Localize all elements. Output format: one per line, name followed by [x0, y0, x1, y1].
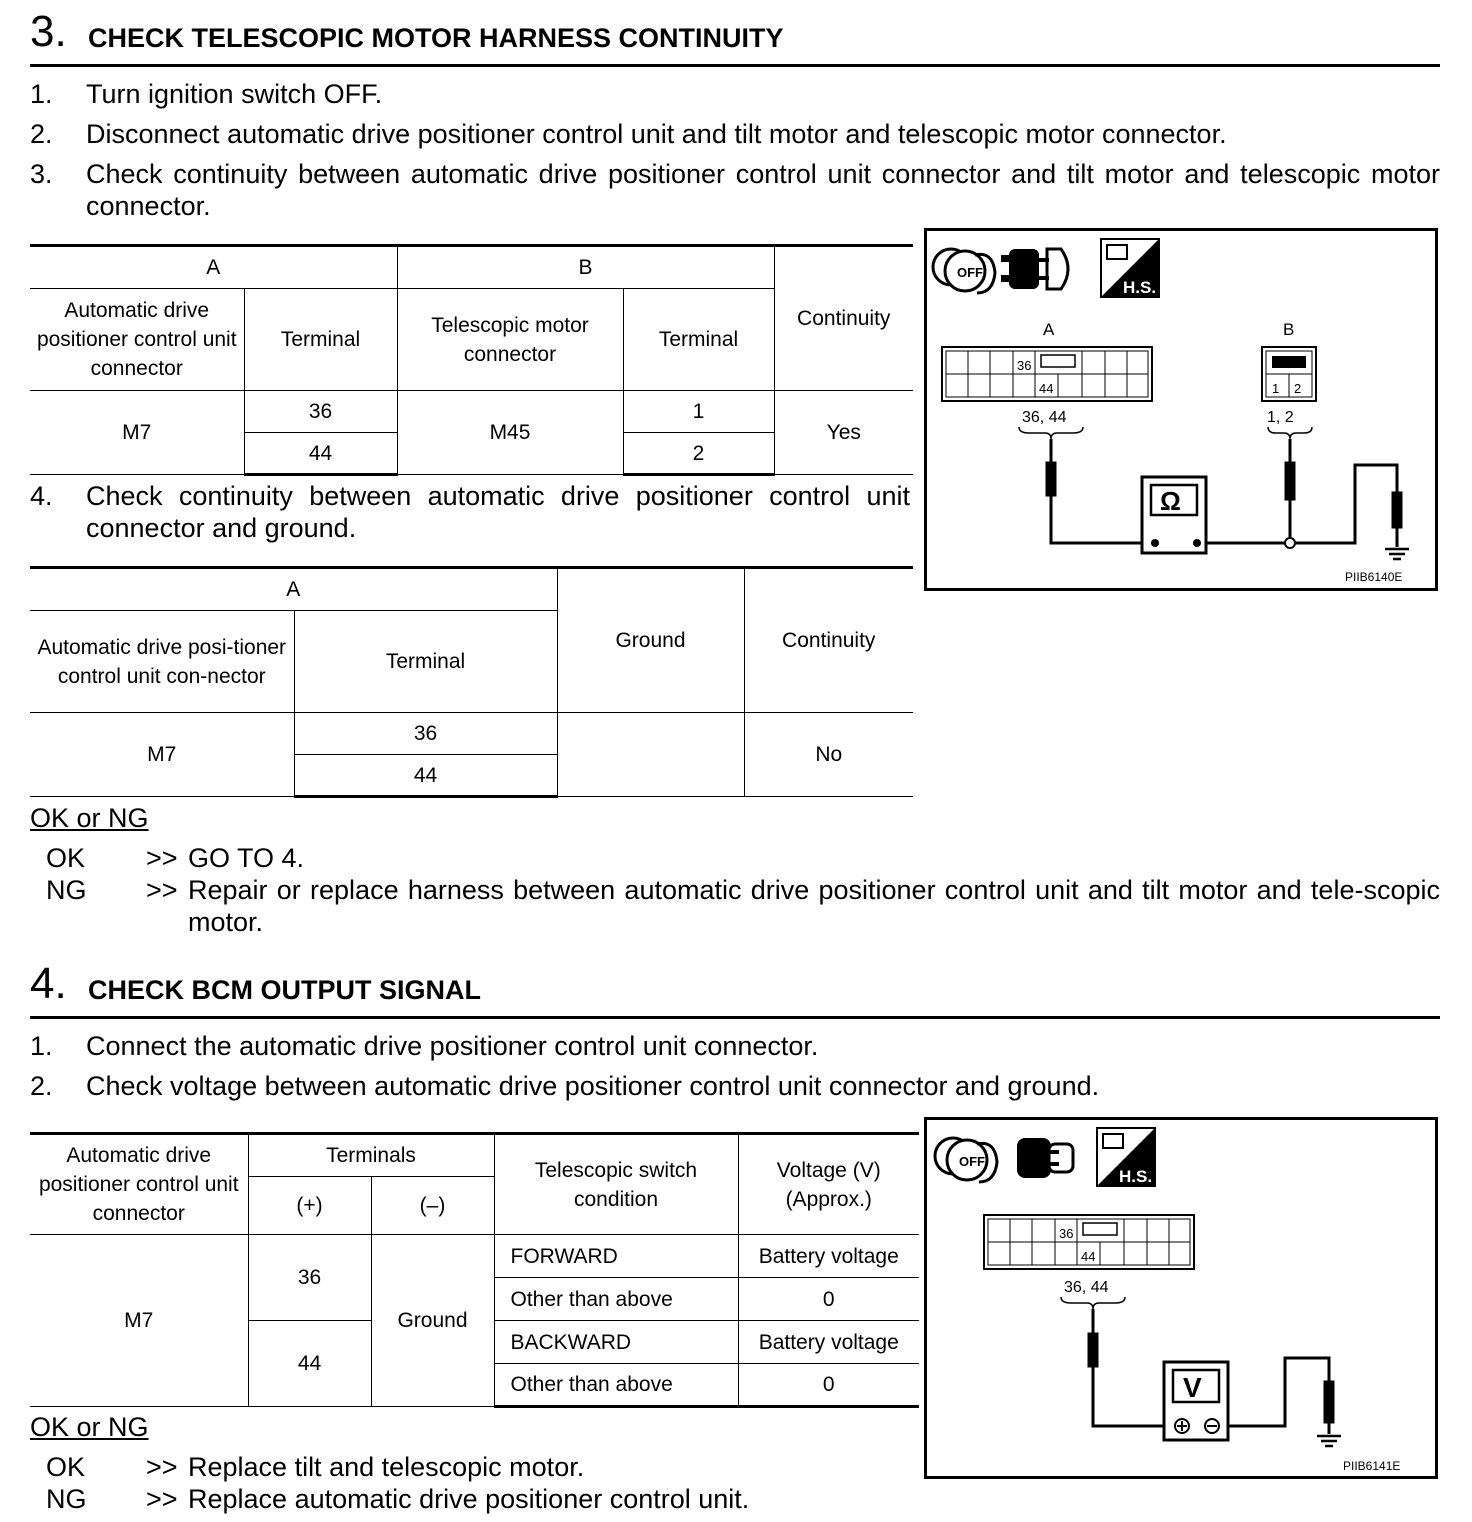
cell-connector: M7	[30, 713, 294, 797]
pin-44: 44	[1039, 381, 1054, 396]
cell-condition: Other than above	[494, 1278, 738, 1321]
ng-key: NG	[46, 875, 87, 905]
cell-connector-b: M45	[397, 391, 623, 475]
item-text: Connect the automatic drive positioner control unit connector.	[86, 1031, 819, 1061]
probe-b-label: 1, 2	[1267, 409, 1294, 426]
cell-connector-a: M7	[30, 391, 244, 475]
item-text: Check voltage between automatic drive positioner control unit connector and ground.	[86, 1071, 1100, 1101]
ok-key: OK	[46, 843, 86, 873]
pin-36: 36	[1017, 358, 1032, 373]
ng-action: Repair or replace harness between automatic drive positioner control unit and tilt motor and tele-scopic motor.	[188, 875, 1440, 937]
header-connector-b: Telescopic motor connector	[397, 289, 623, 391]
item-text: Check continuity between automatic drive positioner control unit connector and tilt motor and telescopic motor connector.	[86, 159, 1440, 221]
off-label: OFF	[957, 265, 983, 280]
connector-a-label: A	[1043, 320, 1055, 339]
group-header-b: B	[397, 246, 774, 289]
header-terminals: Terminals	[248, 1134, 494, 1177]
arrow: >>	[146, 1484, 178, 1514]
header-plus: (+)	[248, 1177, 371, 1235]
cell-terminal-a: 44	[244, 433, 397, 475]
item-number: 2.	[30, 1071, 53, 1101]
group-header-a: A	[30, 568, 557, 611]
header-terminal: Terminal	[294, 611, 557, 713]
header-terminal-a: Terminal	[244, 289, 397, 391]
meter-symbol: V	[1183, 1372, 1202, 1403]
item-number: 1.	[30, 1031, 53, 1061]
continuity-diagram	[924, 228, 1438, 591]
step-4-header	[30, 958, 1440, 1019]
cell-voltage: Battery voltage	[738, 1321, 919, 1364]
pin-44: 44	[1081, 1249, 1096, 1264]
item-number: 4.	[30, 481, 53, 511]
arrow: >>	[146, 843, 178, 873]
probe-a-label: 36, 44	[1022, 409, 1067, 426]
off-label: OFF	[959, 1154, 985, 1169]
header-connector: Automatic drive posi-tioner control unit con-nector	[30, 611, 294, 713]
cell-ground	[557, 713, 744, 797]
item-text: Disconnect automatic drive positioner control unit and tilt motor and telescopic motor connector.	[86, 119, 1227, 149]
continuity-table-ground	[30, 566, 913, 798]
ok-action: Replace tilt and telescopic motor.	[188, 1452, 585, 1482]
ground-symbol	[1317, 1436, 1341, 1446]
arrow: >>	[146, 1452, 178, 1482]
harness-side-icon	[1101, 239, 1159, 297]
step-number: 3.	[30, 7, 67, 56]
cell-terminal-a: 36	[244, 391, 397, 433]
step-3-header	[30, 6, 1440, 67]
harness-side-icon	[1097, 1128, 1155, 1186]
connector-icon	[1001, 249, 1068, 289]
connector-b-label: B	[1283, 320, 1295, 339]
cell-voltage: Battery voltage	[738, 1235, 919, 1278]
meter-symbol: Ω	[1160, 486, 1181, 516]
item-number: 1.	[30, 79, 53, 109]
cell-terminal: 44	[294, 755, 557, 797]
ok-key: OK	[46, 1452, 86, 1482]
pin-2: 2	[1294, 381, 1302, 396]
cell-connector: M7	[30, 1235, 248, 1407]
cell-condition: BACKWARD	[494, 1321, 738, 1364]
hs-label: H.S.	[1123, 278, 1157, 297]
figure-code: PIIB6140E	[1345, 570, 1403, 584]
cell-voltage: 0	[738, 1278, 919, 1321]
cell-terminal-minus: Ground	[371, 1235, 494, 1407]
cell-terminal: 36	[294, 713, 557, 755]
pin-1: 1	[1272, 381, 1280, 396]
header-connector-a: Automatic drive positioner control unit connector	[30, 289, 244, 391]
header-continuity: Continuity	[774, 246, 913, 391]
cell-continuity: No	[744, 713, 913, 797]
step-title: CHECK TELESCOPIC MOTOR HARNESS CONTINUITY	[88, 23, 784, 53]
voltage-diagram	[924, 1117, 1438, 1479]
pin-36: 36	[1059, 1226, 1074, 1241]
header-continuity: Continuity	[744, 568, 913, 713]
cell-terminal-b: 1	[623, 391, 774, 433]
ng-key: NG	[46, 1484, 87, 1514]
ok-ng-heading: OK or NG	[30, 803, 149, 833]
connector-b-face	[1262, 347, 1316, 401]
voltage-table	[30, 1132, 919, 1408]
header-terminal-b: Terminal	[623, 289, 774, 391]
cell-continuity: Yes	[774, 391, 913, 475]
header-minus: (–)	[371, 1177, 494, 1235]
cell-condition: FORWARD	[494, 1235, 738, 1278]
header-voltage: Voltage (V) (Approx.)	[738, 1134, 919, 1235]
step-number: 4.	[30, 959, 67, 1008]
header-condition: Telescopic switch condition	[494, 1134, 738, 1235]
item-number: 2.	[30, 119, 53, 149]
cell-terminal-plus: 44	[248, 1321, 371, 1407]
group-header-a: A	[30, 246, 397, 289]
step-title: CHECK BCM OUTPUT SIGNAL	[88, 975, 481, 1005]
continuity-table-ab	[30, 244, 913, 476]
header-connector: Automatic drive positioner control unit connector	[30, 1134, 248, 1235]
test-wiring	[1047, 439, 1401, 547]
ground-symbol	[1385, 549, 1409, 559]
item-text: Turn ignition switch OFF.	[86, 79, 383, 109]
arrow: >>	[146, 875, 178, 905]
header-ground: Ground	[557, 568, 744, 713]
connector-icon	[1017, 1138, 1073, 1178]
hs-label: H.S.	[1119, 1167, 1153, 1186]
cell-voltage: 0	[738, 1364, 919, 1407]
probe-label: 36, 44	[1064, 1279, 1109, 1296]
item-number: 3.	[30, 159, 53, 189]
figure-code: PIIB6141E	[1343, 1459, 1401, 1473]
ng-action: Replace automatic drive positioner control unit.	[188, 1484, 750, 1514]
cell-terminal-b: 2	[623, 433, 774, 475]
ok-ng-heading: OK or NG	[30, 1412, 149, 1442]
cell-terminal-plus: 36	[248, 1235, 371, 1321]
cell-condition: Other than above	[494, 1364, 738, 1407]
ok-action: GO TO 4.	[188, 843, 305, 873]
item-text: Check continuity between automatic drive positioner control unit connector and ground.	[86, 481, 910, 543]
